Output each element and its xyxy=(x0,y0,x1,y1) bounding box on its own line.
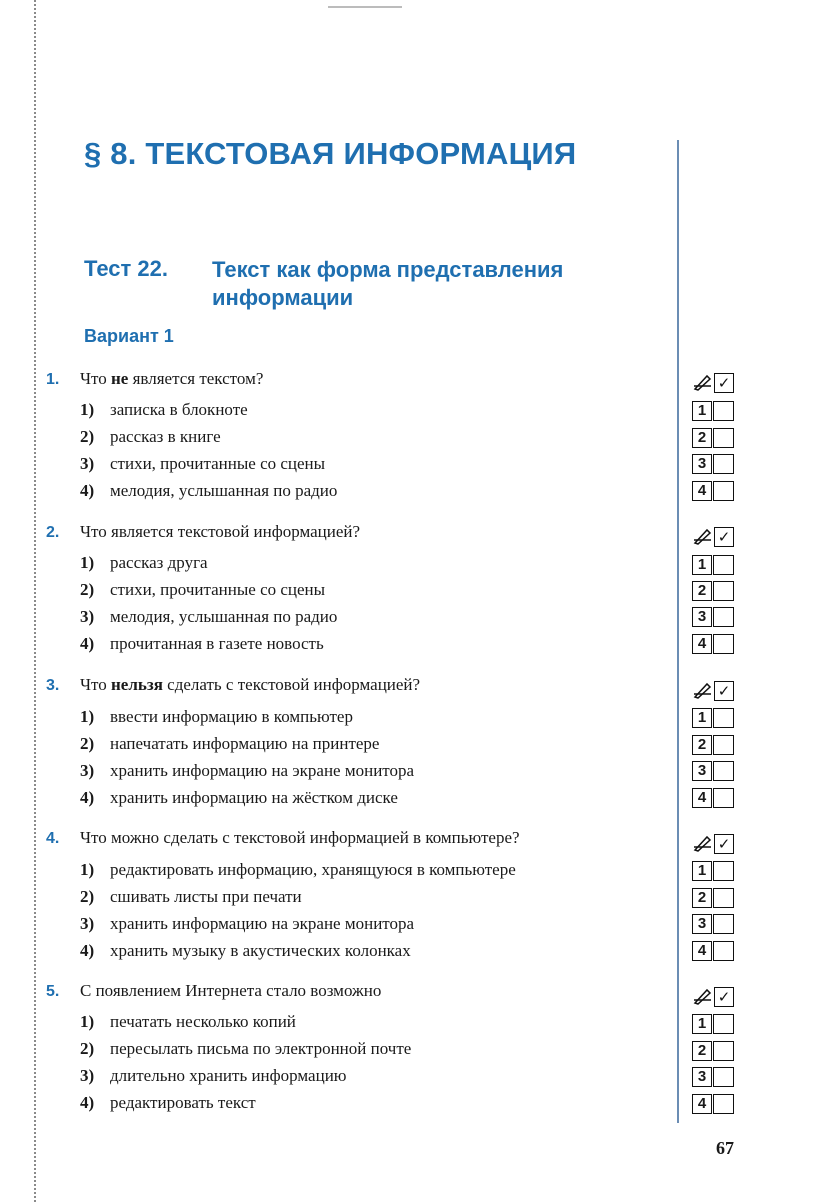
option: 3) стихи, прочитанные со сцены xyxy=(80,454,326,473)
pen-icon xyxy=(692,681,714,701)
question-text: С появлением Интернета стало возможно xyxy=(80,981,382,1000)
answer-checkbox[interactable] xyxy=(713,401,734,421)
answer-checkbox[interactable] xyxy=(713,861,734,881)
answer-header xyxy=(692,681,742,701)
check-mark: ✓ xyxy=(714,834,734,854)
option: 2) стихи, прочитанные со сцены xyxy=(80,580,326,599)
answer-row xyxy=(692,634,742,656)
answer-number-box: 4 xyxy=(692,788,712,808)
answer-checkbox[interactable] xyxy=(713,581,734,601)
answer-number-box: 4 xyxy=(692,941,712,961)
question-number: 2. xyxy=(46,524,60,541)
answer-checkbox[interactable] xyxy=(713,1041,734,1061)
option: 1) записка в блокноте xyxy=(80,400,248,419)
check-mark: ✓ xyxy=(714,987,734,1007)
page-number: 67 xyxy=(716,1138,734,1158)
answer-row xyxy=(692,428,742,450)
test-number: Тест 22. xyxy=(84,256,168,281)
answer-row xyxy=(692,481,742,503)
check-mark: ✓ xyxy=(714,681,734,701)
answer-number-box: 3 xyxy=(692,454,712,474)
answer-number-box: 1 xyxy=(692,861,712,881)
answer-header xyxy=(692,987,742,1007)
pen-icon xyxy=(692,373,714,393)
answer-row xyxy=(692,1014,742,1036)
answer-checkbox[interactable] xyxy=(713,555,734,575)
answer-number-box: 1 xyxy=(692,708,712,728)
answer-number-box: 2 xyxy=(692,735,712,755)
test-title: Текст как форма представления информации xyxy=(212,257,564,310)
answer-checkbox[interactable] xyxy=(713,454,734,474)
answer-number-box: 2 xyxy=(692,581,712,601)
answer-row xyxy=(692,888,742,910)
option: 2) рассказ в книге xyxy=(80,427,221,446)
question-number: 4. xyxy=(46,830,60,847)
answer-row xyxy=(692,1041,742,1063)
question-number: 5. xyxy=(46,983,60,1000)
pen-icon xyxy=(692,527,714,547)
answer-row xyxy=(692,708,742,730)
option: 2) сшивать листы при печати xyxy=(80,887,302,906)
pen-icon xyxy=(692,834,714,854)
option: 4) хранить информацию на жёстком диске xyxy=(80,788,398,807)
answer-number-box: 2 xyxy=(692,428,712,448)
answer-number-box: 1 xyxy=(692,1014,712,1034)
answer-header xyxy=(692,373,742,393)
answer-number-box: 3 xyxy=(692,914,712,934)
check-mark: ✓ xyxy=(714,527,734,547)
answer-row xyxy=(692,735,742,757)
answer-number-box: 4 xyxy=(692,481,712,501)
answer-checkbox[interactable] xyxy=(713,1014,734,1034)
answer-checkbox[interactable] xyxy=(713,761,734,781)
answer-row xyxy=(692,401,742,423)
answer-row xyxy=(692,914,742,936)
answer-number-box: 2 xyxy=(692,888,712,908)
answer-number-box: 3 xyxy=(692,1067,712,1087)
answer-number-box: 3 xyxy=(692,607,712,627)
question-number: 3. xyxy=(46,677,60,694)
question-text: Что нельзя сделать с текстовой информацией? xyxy=(80,675,421,694)
answer-checkbox[interactable] xyxy=(713,888,734,908)
option: 1) рассказ друга xyxy=(80,553,208,572)
answer-row xyxy=(692,607,742,629)
answer-number-box: 1 xyxy=(692,555,712,575)
answer-checkbox[interactable] xyxy=(713,788,734,808)
answer-checkbox[interactable] xyxy=(713,914,734,934)
answer-checkbox[interactable] xyxy=(713,634,734,654)
option: 3) длительно хранить информацию xyxy=(80,1066,347,1085)
option: 3) хранить информацию на экране монитора xyxy=(80,761,415,780)
option: 1) ввести информацию в компьютер xyxy=(80,707,353,726)
answer-row xyxy=(692,941,742,963)
answer-number-box: 4 xyxy=(692,634,712,654)
answer-header xyxy=(692,834,742,854)
answer-number-box: 1 xyxy=(692,401,712,421)
answer-checkbox[interactable] xyxy=(713,481,734,501)
check-mark: ✓ xyxy=(714,373,734,393)
pen-icon xyxy=(692,987,714,1007)
answer-number-box: 3 xyxy=(692,761,712,781)
option: 1) редактировать информацию, хранящуюся в компьютере xyxy=(80,860,516,879)
answer-checkbox[interactable] xyxy=(713,735,734,755)
option: 2) напечатать информацию на принтере xyxy=(80,734,380,753)
option: 4) мелодия, услышанная по радио xyxy=(80,481,338,500)
option: 3) хранить информацию на экране монитора xyxy=(80,914,415,933)
option: 3) мелодия, услышанная по радио xyxy=(80,607,338,626)
answer-checkbox[interactable] xyxy=(713,428,734,448)
top-mark xyxy=(328,6,402,8)
variant-heading: Вариант 1 xyxy=(84,326,174,346)
answer-row xyxy=(692,1067,742,1089)
section-title: § 8. ТЕКСТОВАЯ ИНФОРМАЦИЯ xyxy=(84,136,577,171)
question-text: Что не является текстом? xyxy=(80,369,264,388)
answer-checkbox[interactable] xyxy=(713,1094,734,1114)
answer-checkbox[interactable] xyxy=(713,607,734,627)
answer-row xyxy=(692,861,742,883)
answer-number-box: 4 xyxy=(692,1094,712,1114)
answer-checkbox[interactable] xyxy=(713,1067,734,1087)
answer-row xyxy=(692,555,742,577)
option: 4) прочитанная в газете новость xyxy=(80,634,324,653)
option: 2) пересылать письма по электронной почте xyxy=(80,1039,412,1058)
answer-row xyxy=(692,1094,742,1116)
question-text: Что можно сделать с текстовой информацией в компьютере? xyxy=(80,828,520,847)
perforation-line xyxy=(34,0,36,1202)
answer-column-divider xyxy=(677,140,679,1123)
answer-checkbox[interactable] xyxy=(713,708,734,728)
question-text: Что является текстовой информацией? xyxy=(80,522,361,541)
answer-row xyxy=(692,761,742,783)
question-number: 1. xyxy=(46,371,60,388)
answer-row xyxy=(692,454,742,476)
answer-header xyxy=(692,527,742,547)
option: 1) печатать несколько копий xyxy=(80,1012,296,1031)
answer-row xyxy=(692,788,742,810)
answer-row xyxy=(692,581,742,603)
option: 4) хранить музыку в акустических колонках xyxy=(80,941,411,960)
option: 4) редактировать текст xyxy=(80,1093,256,1112)
answer-number-box: 2 xyxy=(692,1041,712,1061)
answer-checkbox[interactable] xyxy=(713,941,734,961)
